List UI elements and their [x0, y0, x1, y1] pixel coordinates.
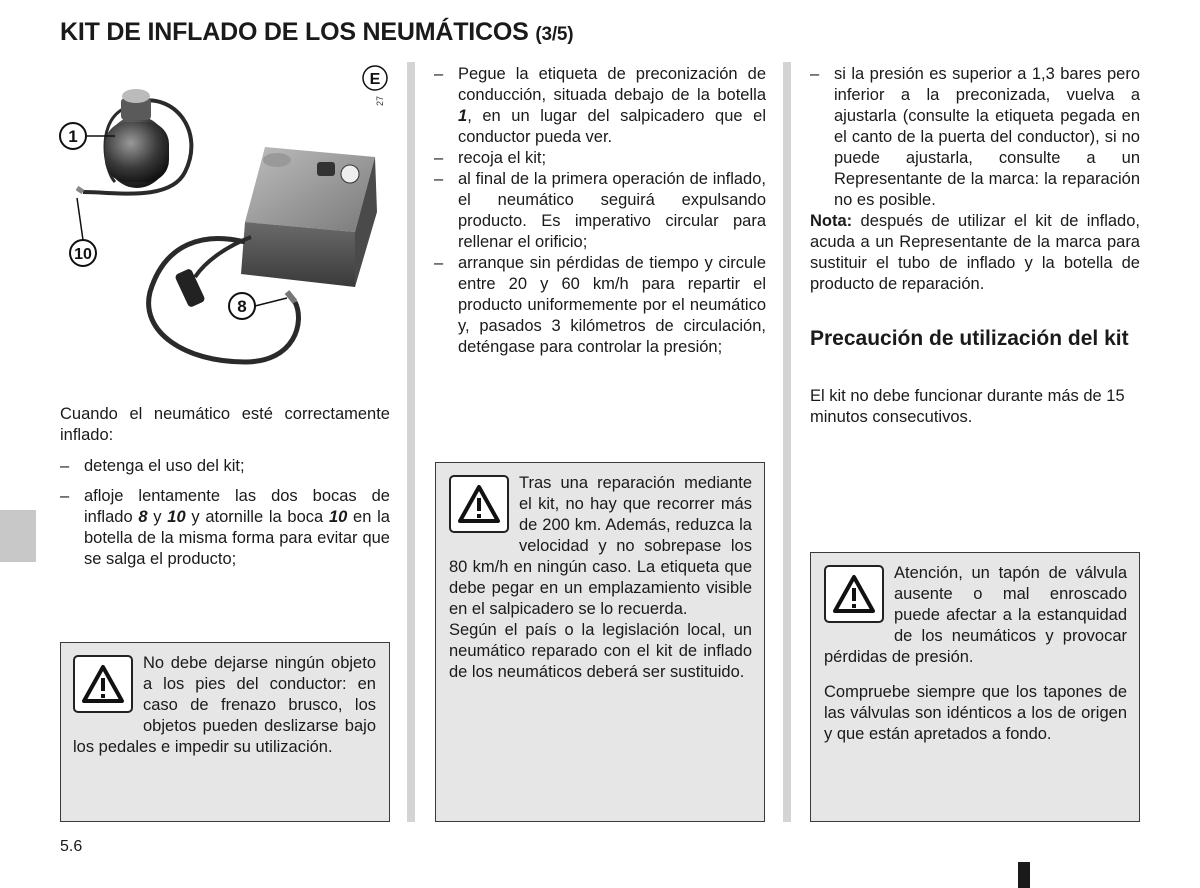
warning-box-3 — [810, 552, 1140, 822]
col1-item2: afloje lentamente las dos bocas de inflado 8 y 10 y atornille la boca 10 en la botella de la misma forma para evitar que se salga el producto; — [84, 487, 390, 568]
warning-icon — [449, 475, 509, 533]
list-item: – afloje lentamente las dos bocas de inflado 8 y 10 y atornille la boca 10 en la botella de la misma forma para evitar que se salga el producto; — [60, 487, 390, 568]
list-item: – si la presión es superior a 1,3 bares pero inferior a la preconizada, vuelva a ajustarla (consulte la etiqueta pegada en el canto de la puerta del conductor), si no puede ajustarla, consulte a un Representante de la marca: la reparación no es posible. — [810, 65, 1140, 209]
col3-text — [810, 64, 1140, 295]
list-item: – Pegue la etiqueta de preconización de conducción, situada debajo de la botella 1, en un lugar del salpicadero que el conductor pueda ver. — [434, 65, 766, 146]
warning-3-text-2: Compruebe siempre que los tapones de las válvulas son idénticos a los de origen y que están apretados a fondo. — [824, 683, 1127, 743]
section-heading: Precaución de utilización del kit — [810, 327, 1129, 350]
warning-3-text-1: Atención, un tapón de válvula ausente o mal enroscado puede afectar a la estanquidad de los neumáticos y provocar pérdidas de presión. — [824, 564, 1127, 666]
page-number: 5.6 — [60, 838, 83, 855]
column-separator — [783, 62, 791, 822]
col3-item1: si la presión es superior a 1,3 bares pero inferior a la preconizada, vuelva a ajustarla (consulte la etiqueta pegada en el canto de la puerta del conductor), si no puede ajustarla, consulte a un Representante de la marca: la reparación no es posible. — [834, 65, 1140, 209]
page-title — [60, 18, 573, 47]
region-letter: E — [369, 71, 381, 88]
col1-item1: detenga el uso del kit; — [84, 457, 245, 475]
title-text: KIT DE INFLADO DE LOS NEUMÁTICOS — [60, 18, 529, 46]
column-separator — [407, 62, 415, 822]
warning-box-1 — [60, 642, 390, 822]
figure-ref-code: 27 — [375, 95, 385, 106]
warning-2-text-2: Según el país o la legislación local, un neumático reparado con el kit de inflado de los neumáticos deberá ser sustituido. — [449, 621, 752, 681]
list-item: – al final de la primera operación de inflado, el neumático seguirá expulsando producto. Es imperativo circular para rellenar el orificio; — [434, 170, 766, 251]
col1-text — [60, 404, 390, 570]
list-item: – recoja el kit; — [434, 148, 766, 169]
warning-icon — [824, 565, 884, 623]
col3-precaution: El kit no debe funcionar durante más de 15 minutos consecutivos. — [810, 387, 1125, 426]
col1-intro: Cuando el neumático esté correctamente inflado: — [60, 405, 390, 444]
callout-1: 1 — [68, 127, 78, 146]
chapter-tab — [0, 510, 36, 562]
callout-10: 10 — [74, 246, 92, 263]
col2-text — [434, 64, 766, 358]
warning-icon — [73, 655, 133, 713]
inflation-kit-illustration — [55, 62, 395, 382]
title-part: (3/5) — [535, 24, 574, 45]
edge-marker — [1018, 862, 1030, 888]
warning-box-2 — [435, 462, 765, 822]
warning-2-text-1: Tras una reparación mediante el kit, no hay que recorrer más de 200 km. Además, reduzca la velocidad y no sobrepase los 80 km/h en ningún caso. La etiqueta que debe pegar en un emplazamiento visible en el salpicadero se lo recuerda. — [449, 474, 752, 618]
col2-item4: arranque sin pérdidas de tiempo y circule entre 20 y 60 km/h para repartir el producto uniformemente por el neumático y, pasados 3 kilómetros de circulación, deténgase para controlar la presión; — [458, 254, 766, 356]
col2-item2: recoja el kit; — [458, 149, 547, 167]
col3-note: Nota: después de utilizar el kit de inflado, acuda a un Representante de la marca para sustituir el tubo de inflado y la botella de producto de reparación. — [810, 212, 1140, 293]
col2-item1: Pegue la etiqueta de preconización de conducción, situada debajo de la botella 1, en un lugar del salpicadero que el conductor pueda ver. — [458, 65, 766, 146]
list-item: – detenga el uso del kit; — [60, 456, 390, 477]
callout-8: 8 — [237, 297, 247, 316]
col2-item3: al final de la primera operación de inflado, el neumático seguirá expulsando producto. Es imperativo circular para rellenar el orificio; — [458, 170, 766, 251]
list-item: – arranque sin pérdidas de tiempo y circule entre 20 y 60 km/h para repartir el producto uniformemente por el neumático y, pasados 3 kilómetros de circulación, deténgase para controlar la presión; — [434, 254, 766, 356]
warning-1-text: No debe dejarse ningún objeto a los pies del conductor: en caso de frenazo brusco, los objetos pueden deslizarse bajo los pedales e impedir su utilización. — [73, 654, 376, 756]
